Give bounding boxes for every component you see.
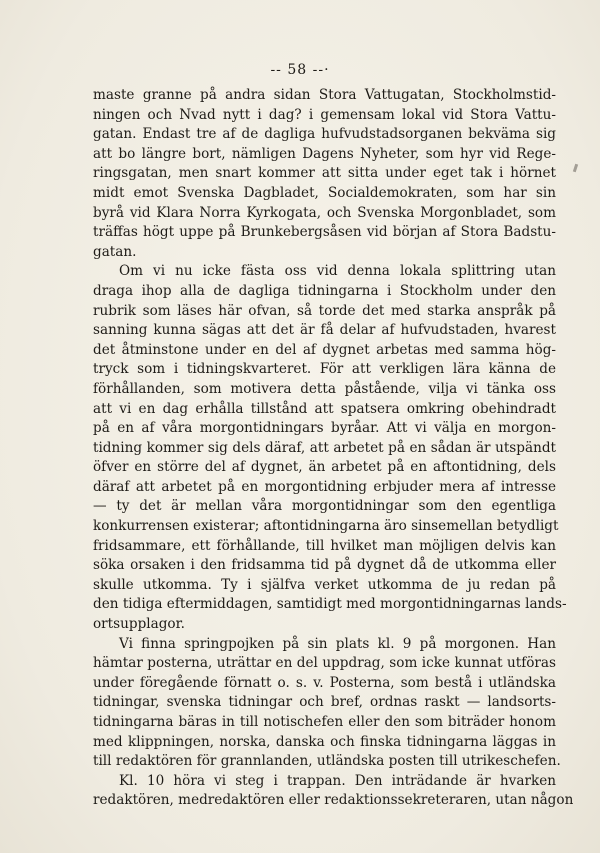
text-line: ortsupplagor. — [93, 616, 185, 633]
text-line: ningen och Nvad nytt i dag? i gemensam lokal vid Stora Vattu- — [93, 106, 556, 123]
text-line: ringsgatan, men snart kommer att sitta under eget tak i hörnet — [93, 165, 556, 182]
text-line: draga ihop alla de dagliga tidningarna i Stockholm under den — [93, 282, 556, 299]
text-line: den tidiga eftermiddagen, samtidigt med morgontidningarnas lands- — [93, 596, 567, 613]
text-line: gatan. Endast tre af de dagliga hufvudstadsorganen bekväma sig — [93, 126, 556, 143]
text-line: redaktören, medredaktören eller redaktionssekreteraren, utan någon — [93, 792, 574, 809]
text-line: rubrik som läses här ofvan, så torde det med starka anspråk på — [93, 302, 556, 319]
text-line: byrå vid Klara Norra Kyrkogata, och Svenska Morgonbladet, som — [93, 204, 556, 221]
print-speck — [573, 164, 578, 173]
text-line: söka orsaken i den fridsamma tid på dygnet då de utkomma eller — [93, 557, 556, 574]
paragraph-start-line: Kl. 10 höra vi steg i trappan. Den inträdande är hvarken — [119, 772, 556, 789]
text-line: tidningar, svenska tidningar och bref, ordnas raskt — landsorts- — [93, 694, 556, 711]
text-line: under föregående förnatt o. s. v. Posterna, som bestå i utländska — [93, 674, 556, 691]
text-line: midt emot Svenska Dagbladet, Socialdemokraten, som har sin — [93, 184, 556, 201]
text-line: öfver en större del af dygnet, än arbetet på en aftontidning, dels — [93, 459, 556, 476]
page-number: -- 58 --· — [270, 62, 330, 78]
text-line: att vi en dag erhålla tillstånd att spatsera omkring obehindradt — [93, 400, 556, 417]
text-line: skulle utkomma. Ty i själfva verket utkomma de ju redan på — [93, 576, 556, 593]
paragraph-start-line: Om vi nu icke fästa oss vid denna lokala splittring utan — [119, 263, 556, 280]
text-line: med klippningen, norska, danska och finska tidningarna läggas in — [93, 733, 556, 750]
text-line: förhållanden, som motivera detta påstående, vilja vi tänka oss — [93, 380, 556, 397]
text-line: maste granne på andra sidan Stora Vattugatan, Stockholmstid- — [93, 87, 556, 103]
text-line: konkurrensen existerar; aftontidningarna äro sinsemellan betydligt — [93, 518, 559, 535]
paragraph-start-line: Vi finna springpojken på sin plats kl. 9 på morgonen. Han — [119, 635, 556, 652]
text-line: på en af våra morgontidningars byråar. Att vi välja en morgon- — [93, 420, 556, 437]
text-line: att bo längre bort, nämligen Dagens Nyheter, som hyr vid Rege- — [93, 145, 556, 162]
text-line: gatan. — [93, 243, 137, 260]
text-line: det åtminstone under en del af dygnet arbetas med samma hög- — [93, 341, 556, 358]
text-line: tryck som i tidningskvarteret. För att verkligen lära känna de — [93, 361, 556, 378]
text-line: träffas högt uppe på Brunkebergsåsen vid början af Stora Badstu- — [93, 224, 556, 241]
text-line: tidningarna bäras in till notischefen eller den som biträder honom — [93, 714, 556, 730]
text-line: till redaktören för grannlanden, utländska posten till utrikeschefen. — [93, 753, 561, 770]
body-text — [93, 86, 574, 811]
text-line: däraf att arbetet på en morgontidning erbjuder mera af intresse — [93, 478, 556, 495]
text-line: fridsammare, ett förhållande, till hvilket man möjligen delvis kan — [93, 537, 556, 554]
text-line: hämtar posterna, uträttar en del uppdrag, som icke kunnat utföras — [93, 655, 556, 672]
text-line: sanning kunna sägas att det är få delar af hufvudstaden, hvarest — [93, 322, 556, 339]
text-line: tidning kommer sig dels däraf, att arbetet på en sådan är utspändt — [93, 439, 556, 456]
text-line: — ty det är mellan våra morgontidningar som den egentliga — [93, 498, 556, 515]
